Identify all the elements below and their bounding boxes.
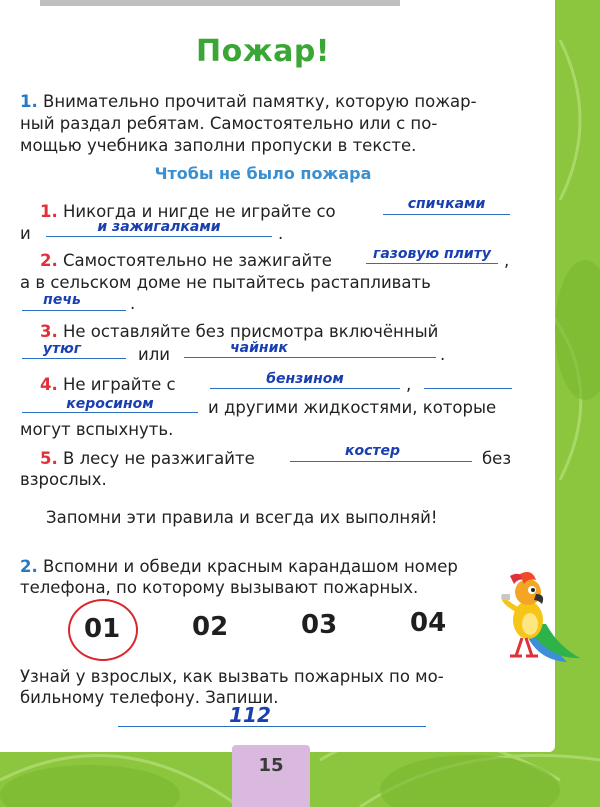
rule3-or: или [138, 345, 170, 364]
rule5-line1 [40, 449, 255, 469]
task2-ask-line1: Узнай у взрослых, как вызвать пожарных по мо- [20, 667, 444, 686]
rule3-blank-1[interactable] [22, 358, 126, 359]
rule1-blank-1[interactable] [383, 214, 510, 215]
phone-option-03[interactable]: 03 [301, 610, 338, 640]
rule1-number: 1. [40, 202, 58, 221]
rule2-blank-2[interactable] [22, 310, 126, 311]
rule3-text: Не оставляйте без присмотра включённый [63, 322, 439, 341]
rule4-line3: могут вспыхнуть. [20, 420, 174, 439]
rule3-blank-2[interactable] [184, 357, 436, 358]
task2-ask-line2: бильному телефону. Запиши. [20, 688, 279, 707]
rule4-answer-2: керосином [66, 396, 154, 412]
rule5-answer-1: костер [344, 443, 401, 459]
rule4-blank-2[interactable] [424, 388, 512, 389]
phone-option-01[interactable]: 01 [84, 614, 121, 644]
rule1-end: . [278, 224, 284, 243]
rule3-number: 3. [40, 322, 58, 341]
rule2-end: . [130, 294, 136, 313]
rule3-end: . [440, 345, 446, 364]
rule4-blank-1[interactable] [210, 388, 400, 389]
page-number: 15 [258, 755, 284, 776]
task1-line2: ный раздал ребятам. Самостоятельно или с по- [20, 114, 438, 133]
rule4-line2: и другими жидкостями, которые [208, 398, 497, 417]
rule1-blank-2[interactable] [46, 236, 272, 237]
task1-line1 [20, 92, 477, 112]
memo-heading: Чтобы не было пожара [154, 164, 372, 183]
task2-line1 [20, 557, 458, 577]
rule3-line1 [40, 322, 438, 342]
page-top-edge [40, 0, 400, 6]
rule2-blank-1[interactable] [366, 263, 498, 264]
page-title: Пожар! [196, 34, 330, 69]
mobile-number-answer: 112 [229, 703, 271, 727]
rule4-number: 4. [40, 375, 58, 394]
task1-text-1: Внимательно прочитай памятку, которую пожар- [43, 92, 477, 111]
rule5-blank-1[interactable] [290, 461, 472, 462]
task2-line2: телефона, по которому вызывают пожарных. [20, 578, 419, 597]
parrot-illustration [492, 572, 582, 664]
task2-number: 2. [20, 557, 38, 576]
rule4-comma: , [406, 375, 412, 394]
rule5-without: без [482, 449, 512, 468]
remember-text: Запомни эти правила и всегда их выполняй! [46, 508, 438, 527]
rule5-line2: взрослых. [20, 470, 107, 489]
rule3-answer-2: чайник [230, 340, 288, 356]
phone-option-04[interactable]: 04 [410, 608, 447, 638]
rule4-line1 [40, 375, 176, 395]
rule1-answer-2: и зажигалками [97, 219, 221, 235]
phone-option-02[interactable]: 02 [192, 612, 229, 642]
rule2-comma: , [504, 251, 510, 270]
rule5-text: В лесу не разжигайте [63, 449, 255, 468]
rule4-text: Не играйте с [63, 375, 176, 394]
rule1-and: и [20, 224, 31, 243]
rule3-answer-1: утюг [42, 341, 82, 357]
task1-number: 1. [20, 92, 38, 111]
rule2-answer-2: печь [43, 292, 81, 308]
rule2-number: 2. [40, 251, 58, 270]
task2-text-1: Вспомни и обведи красным карандашом номер [43, 557, 458, 576]
rule2-text: Самостоятельно не зажигайте [63, 251, 332, 270]
rule4-blank-3[interactable] [22, 412, 198, 413]
rule5-number: 5. [40, 449, 58, 468]
rule1-text: Никогда и нигде не играйте со [63, 202, 336, 221]
rule4-answer-1: бензином [266, 371, 344, 387]
rule2-line2: а в сельском доме не пытайтесь растапливать [20, 273, 431, 292]
rule2-answer-1: газовую плиту [373, 246, 491, 262]
task1-line3: мощью учебника заполни пропуски в тексте. [20, 136, 417, 155]
rule2-line1 [40, 251, 332, 271]
rule1-answer-1: спичками [407, 196, 486, 212]
